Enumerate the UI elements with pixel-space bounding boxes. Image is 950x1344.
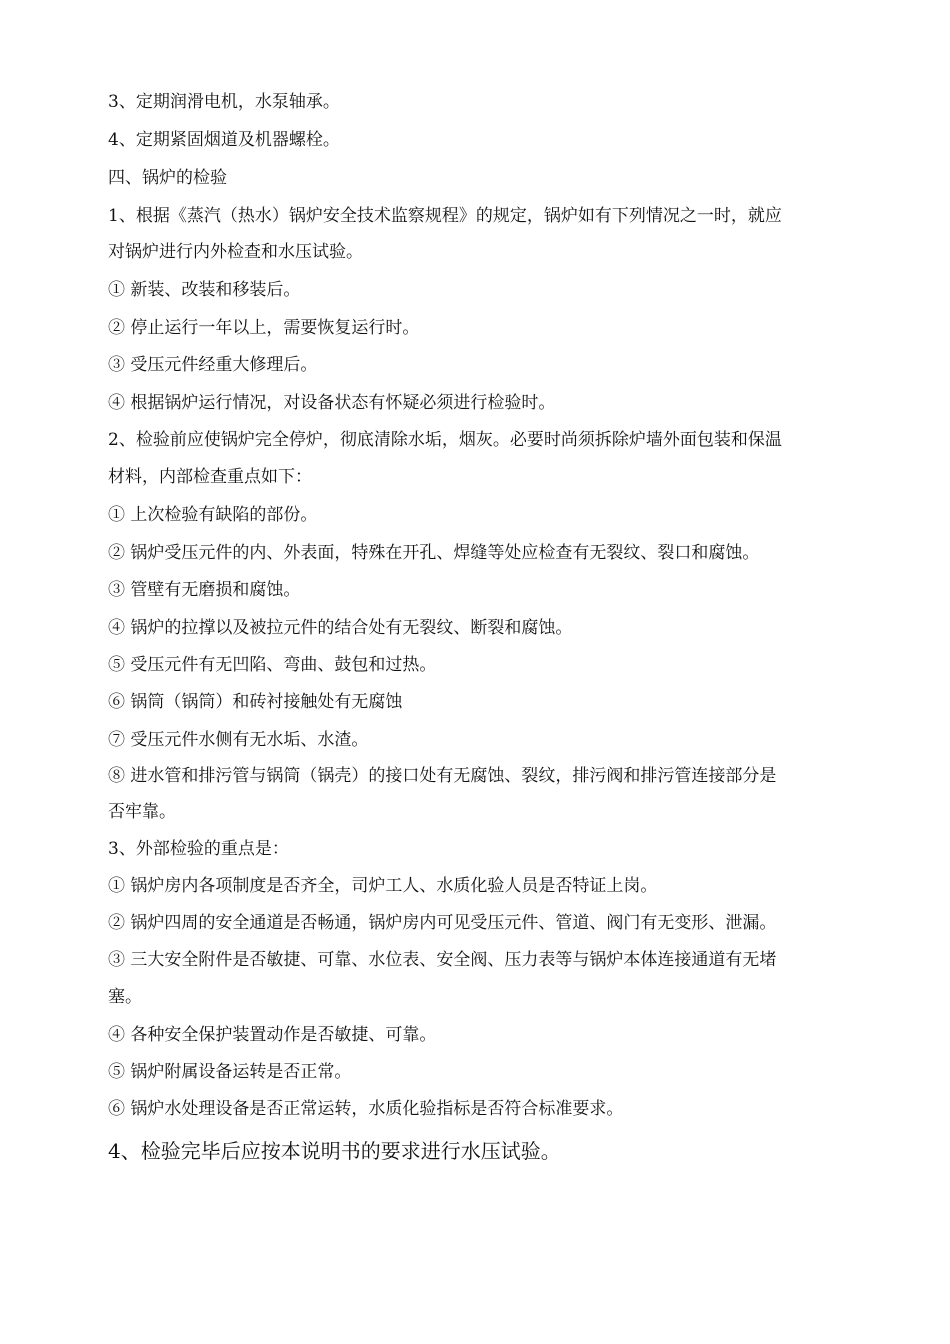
text-line: 材料，内部检查重点如下： [108,467,312,487]
list-item: ⑥ 锅炉水处理设备是否正常运转，水质化验指标是否符合标准要求。 [108,1099,624,1119]
list-item: ② 锅炉四周的安全通道是否畅通，锅炉房内可见受压元件、管道、阀门有无变形、泄漏。 [108,913,777,933]
list-item: ⑧ 进水管和排污管与锅筒（锅壳）的接口处有无腐蚀、裂纹，排污阀和排污管连接部分是 [108,766,777,786]
text-line: 对锅炉进行内外检查和水压试验。 [108,242,363,262]
list-item: ⑥ 锅筒（锅筒）和砖衬接触处有无腐蚀 [108,692,403,712]
list-item: ④ 各种安全保护装置动作是否敏捷、可靠。 [108,1025,437,1045]
list-item: ⑤ 锅炉附属设备运转是否正常。 [108,1062,352,1082]
list-item: ④ 根据锅炉运行情况，对设备状态有怀疑必须进行检验时。 [108,393,556,413]
text-line: 否牢靠。 [108,802,176,822]
text-line: 3、外部检验的重点是： [108,839,289,859]
list-item: ③ 三大安全附件是否敏捷、可靠、水位表、安全阀、压力表等与锅炉本体连接通道有无堵 [108,950,777,970]
list-item: ③ 管壁有无磨损和腐蚀。 [108,580,301,600]
list-item: ③ 受压元件经重大修理后。 [108,355,318,375]
list-item: ① 锅炉房内各项制度是否齐全，司炉工人、水质化验人员是否特证上岗。 [108,876,658,896]
section-heading: 四、锅炉的检验 [108,168,227,188]
list-item: ② 停止运行一年以上，需要恢复运行时。 [108,318,420,338]
text-line: 3、定期润滑电机，水泵轴承。 [108,92,340,112]
list-item: ④ 锅炉的拉撑以及被拉元件的结合处有无裂纹、断裂和腐蚀。 [108,618,573,638]
text-line: 1、根据《蒸汽（热水）锅炉安全技术监察规程》的规定，锅炉如有下列情况之一时，就应 [108,206,782,226]
list-item: ② 锅炉受压元件的内、外表面，特殊在开孔、焊缝等处应检查有无裂纹、裂口和腐蚀。 [108,543,760,563]
text-line: 4、定期紧固烟道及机器螺栓。 [108,130,340,150]
list-item: ① 新装、改装和移装后。 [108,280,301,300]
list-item: ⑤ 受压元件有无凹陷、弯曲、鼓包和过热。 [108,655,437,675]
list-item: ① 上次检验有缺陷的部份。 [108,505,318,525]
text-line: 2、检验前应使锅炉完全停炉，彻底清除水垢，烟灰。必要时尚须拆除炉墙外面包装和保温 [108,430,782,450]
list-item: ⑦ 受压元件水侧有无水垢、水渣。 [108,730,369,750]
text-line-large: 4、检验完毕后应按本说明书的要求进行水压试验。 [108,1139,561,1163]
text-line: 塞。 [108,987,142,1007]
